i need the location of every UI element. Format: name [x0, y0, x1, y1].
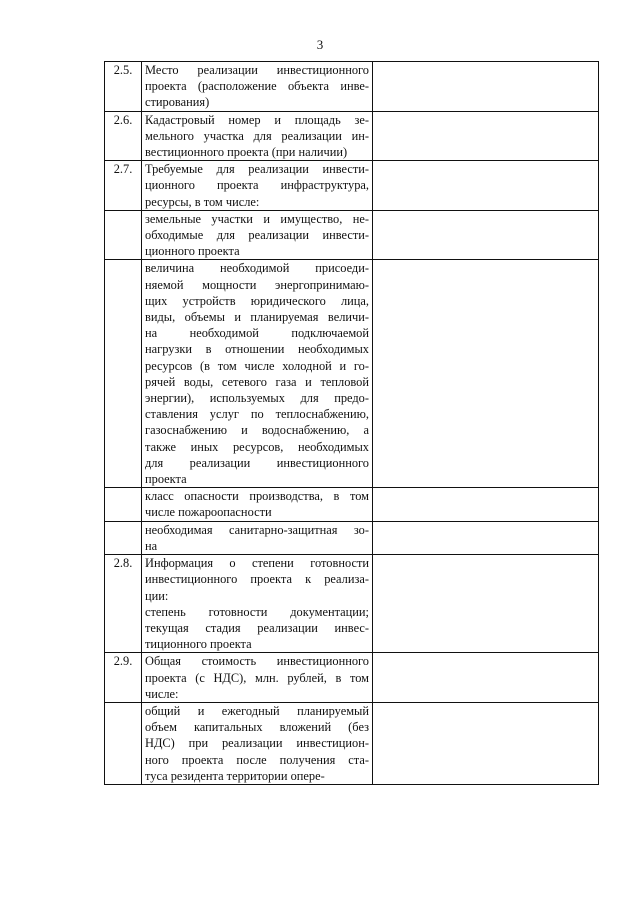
row-value-field[interactable]: [373, 161, 599, 211]
row-description: [142, 555, 373, 653]
table-row: [105, 111, 599, 161]
description-line: няемой мощности энергопринимаю-: [145, 277, 369, 292]
description-line: для реализации инвестиционного: [145, 455, 369, 470]
description-line: Кадастровый номер и площадь зе-: [145, 112, 369, 127]
description-line: проекта (с НДС), млн. рублей, в том: [145, 670, 369, 685]
row-number: 2.9.: [105, 653, 142, 703]
row-number: 2.5.: [105, 62, 142, 112]
row-value-field[interactable]: [373, 488, 599, 521]
table-row: [105, 210, 599, 260]
table-row: [105, 161, 599, 211]
row-value-field[interactable]: [373, 210, 599, 260]
row-description: [142, 702, 373, 784]
description-line: величина необходимой присоеди-: [145, 261, 369, 276]
row-description: [142, 653, 373, 703]
description-line: на необходимой подключаемой: [145, 326, 369, 341]
row-value-field[interactable]: [373, 653, 599, 703]
description-line: НДС) при реализации инвестицион-: [145, 736, 369, 751]
row-number: [105, 521, 142, 554]
description-line: также иных ресурсов, необходимых: [145, 439, 369, 454]
row-description: [142, 210, 373, 260]
description-line: ции:: [145, 588, 169, 603]
description-line: рячей воды, сетевого газа и тепловой: [145, 374, 369, 389]
table-row: [105, 62, 599, 112]
row-value-field[interactable]: [373, 111, 599, 161]
table-row: [105, 653, 599, 703]
description-line: степень готовности документации;: [145, 604, 369, 619]
investment-project-table: [104, 61, 599, 785]
description-line: Информация о степени готовности: [145, 556, 369, 571]
description-line: Место реализации инвестиционного: [145, 63, 369, 77]
row-number: [105, 488, 142, 521]
table-row: [105, 521, 599, 554]
description-line: числе пожароопасности: [145, 505, 272, 520]
row-description: [142, 62, 373, 112]
row-description: [142, 111, 373, 161]
description-line: обходимые для реализации инвести-: [145, 228, 369, 243]
table-row: [105, 555, 599, 653]
description-line: числе:: [145, 686, 179, 701]
row-description: [142, 488, 373, 521]
description-line: ставления услуг по теплоснабжению,: [145, 407, 369, 422]
table-row: [105, 702, 599, 784]
row-number: 2.7.: [105, 161, 142, 211]
row-value-field[interactable]: [373, 62, 599, 112]
page-number: 3: [316, 37, 324, 52]
table-row: [105, 488, 599, 521]
description-line: необходимая санитарно-защитная зо-: [145, 522, 369, 537]
description-line: проекта (расположение объекта инве-: [145, 79, 369, 94]
description-line: виды, объемы и планируемая величи-: [145, 310, 369, 325]
description-line: вестиционного проекта (при наличии): [145, 145, 348, 160]
row-value-field[interactable]: [373, 260, 599, 488]
description-line: общий и ежегодный планируемый: [145, 703, 369, 718]
description-line: мельного участка для реализации ин-: [145, 128, 369, 143]
description-line: ресурсов (в том числе холодной и го-: [145, 358, 369, 373]
description-line: стирования): [145, 95, 210, 110]
description-line: тиционного проекта: [145, 637, 252, 652]
row-value-field[interactable]: [373, 555, 599, 653]
description-line: Требуемые для реализации инвести-: [145, 162, 369, 177]
description-line: текущая стадия реализации инвес-: [145, 620, 369, 635]
row-number: [105, 260, 142, 488]
row-number: [105, 210, 142, 260]
description-line: ционного проекта инфраструктура,: [145, 178, 369, 193]
description-line: объем капитальных вложений (без: [145, 720, 369, 735]
row-number: [105, 702, 142, 784]
row-description: [142, 260, 373, 488]
row-value-field[interactable]: [373, 702, 599, 784]
row-number: 2.6.: [105, 111, 142, 161]
description-line: туса резидента территории опере-: [145, 768, 325, 783]
description-line: энергии), используемых для предо-: [145, 391, 369, 406]
row-number: 2.8.: [105, 555, 142, 653]
table-row: [105, 260, 599, 488]
description-line: на: [145, 538, 158, 553]
description-line: земельные участки и имущество, не-: [145, 211, 369, 226]
description-line: инвестиционного проекта к реализа-: [145, 572, 369, 587]
row-description: [142, 521, 373, 554]
description-line: проекта: [145, 472, 187, 487]
row-description: [142, 161, 373, 211]
description-line: ресурсы, в том числе:: [145, 194, 260, 209]
description-line: класс опасности производства, в том: [145, 489, 369, 504]
description-line: нагрузки в отношении необходимых: [145, 342, 369, 357]
description-line: ного проекта после получения ста-: [145, 752, 369, 767]
description-line: ционного проекта: [145, 244, 240, 259]
description-line: щих устройств юридического лица,: [145, 293, 369, 308]
row-value-field[interactable]: [373, 521, 599, 554]
description-line: газоснабжению и водоснабжению, а: [145, 423, 369, 438]
description-line: Общая стоимость инвестиционного: [145, 654, 369, 669]
